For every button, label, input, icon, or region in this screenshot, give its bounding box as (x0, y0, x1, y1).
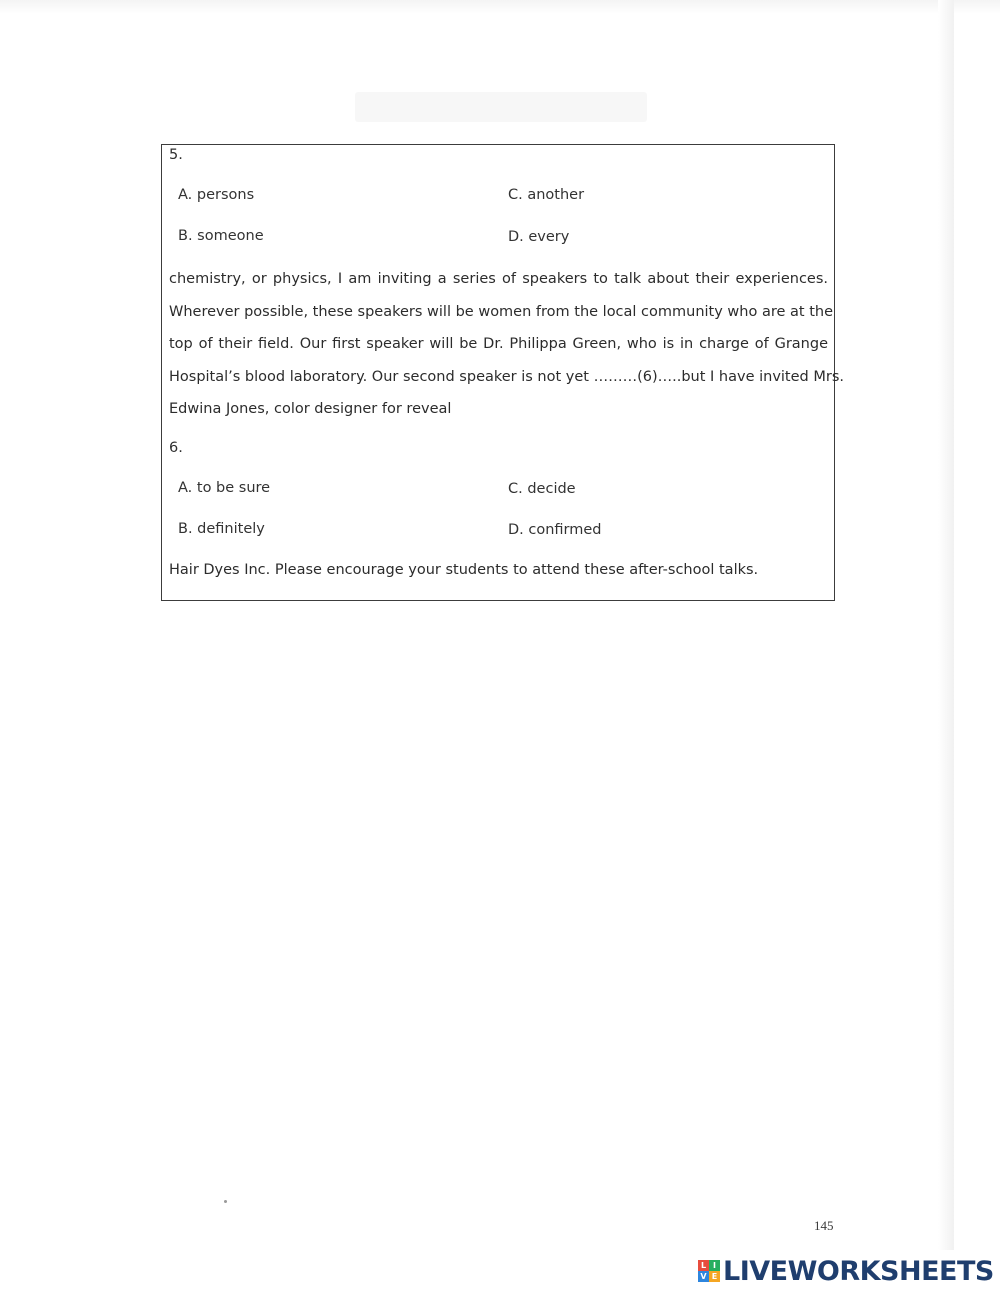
question-6-option-b[interactable]: B. definitely (178, 521, 265, 537)
question-5-option-a[interactable]: A. persons (178, 187, 255, 203)
scan-edge-shadow (938, 0, 954, 1250)
scan-speck (224, 1200, 227, 1203)
question-6-option-d[interactable]: D. confirmed (508, 522, 602, 538)
logo-letter: L (698, 1260, 709, 1271)
question-6-option-c[interactable]: C. decide (508, 481, 576, 497)
passage-line: Wherever possible, these speakers will be women from the local community who are at the (169, 303, 833, 320)
liveworksheets-logo-icon (698, 1260, 720, 1282)
passage-line: Hospital’s blood laboratory. Our second speaker is not yet ………(6)…..but I have invited Mrs. (169, 368, 844, 385)
logo-letter: E (709, 1271, 720, 1282)
passage-text (169, 263, 844, 426)
question-6-option-a[interactable]: A. to be sure (178, 480, 271, 496)
passage-line: chemistry, or physics, I am inviting a series of speakers to talk about their experiences. (169, 271, 828, 287)
question-5-option-b[interactable]: B. someone (178, 228, 264, 244)
passage-line: Edwina Jones, color designer for reveal (169, 401, 452, 417)
liveworksheets-brand[interactable] (698, 1256, 994, 1286)
logo-letter: V (698, 1271, 709, 1282)
question-5-number: 5. (169, 147, 183, 163)
question-5-option-d[interactable]: D. every (508, 229, 570, 245)
question-5-option-c[interactable]: C. another (508, 187, 585, 203)
page-number: 145 (814, 1218, 834, 1233)
question-6-number: 6. (169, 440, 183, 456)
closing-text: Hair Dyes Inc. Please encourage your students to attend these after-school talks. (169, 562, 759, 578)
faded-heading-area (355, 92, 647, 122)
exercise-box (161, 144, 844, 601)
logo-letter: I (709, 1260, 720, 1271)
passage-line: top of their field. Our first speaker will be Dr. Philippa Green, who is in charge of Grange (169, 336, 828, 352)
brand-name: LIVEWORKSHEETS (723, 1255, 994, 1287)
